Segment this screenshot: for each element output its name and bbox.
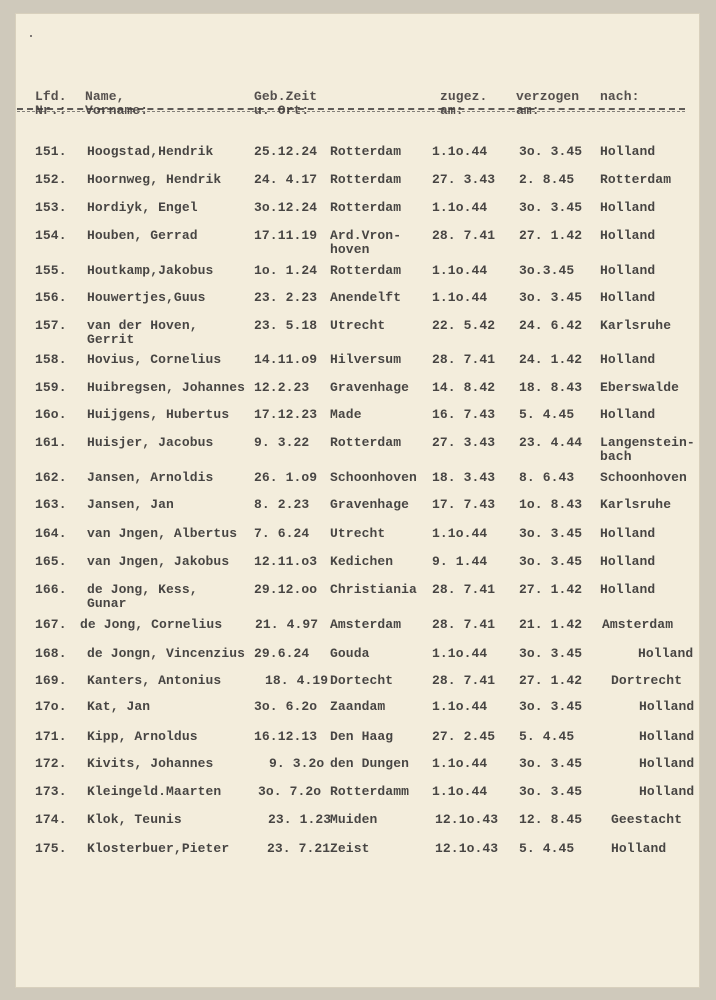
row-number: 155. bbox=[35, 263, 67, 278]
person-name: Houtkamp,Jakobus bbox=[87, 263, 214, 278]
row-number: 156. bbox=[35, 290, 67, 305]
destination: Holland bbox=[600, 290, 656, 305]
birth-date: 16.12.13 bbox=[254, 729, 318, 744]
destination: Eberswalde bbox=[600, 380, 680, 395]
row-number: 173. bbox=[35, 784, 67, 799]
row-number: 166. bbox=[35, 582, 67, 597]
birth-place: Rotterdam bbox=[330, 172, 402, 187]
departure-date: 3o. 3.45 bbox=[519, 646, 583, 661]
header-nach-label: nach: bbox=[600, 89, 640, 104]
person-name: Huibregsen, Johannes bbox=[87, 380, 246, 395]
person-name: Kleingeld.Maarten bbox=[87, 784, 222, 799]
header-divider-underline bbox=[17, 111, 685, 112]
departure-date: 3o. 3.45 bbox=[519, 784, 583, 799]
departure-date: 3o. 3.45 bbox=[519, 756, 583, 771]
birth-date: 21. 4.97 bbox=[255, 617, 319, 632]
header-geb-label: Geb.Zeit bbox=[254, 89, 318, 104]
arrival-date: 1.1o.44 bbox=[432, 756, 488, 771]
arrival-date: 1.1o.44 bbox=[432, 263, 488, 278]
birth-place: Schoonhoven bbox=[330, 470, 417, 485]
row-number: 175. bbox=[35, 841, 67, 856]
person-name: van der Hoven, bbox=[87, 318, 198, 333]
departure-date: 3o. 3.45 bbox=[519, 200, 583, 215]
birth-place: Hilversum bbox=[330, 352, 402, 367]
arrival-date: 17. 7.43 bbox=[432, 497, 496, 512]
departure-date: 3o. 3.45 bbox=[519, 144, 583, 159]
person-name: Hoornweg, Hendrik bbox=[87, 172, 222, 187]
person-name: de Jong, Kess, bbox=[87, 582, 198, 597]
destination: Holland bbox=[600, 228, 656, 243]
birth-place: Rotterdamm bbox=[330, 784, 410, 799]
row-number: 168. bbox=[35, 646, 67, 661]
destination: Rotterdam bbox=[600, 172, 672, 187]
person-name: Klosterbuer,Pieter bbox=[87, 841, 230, 856]
birth-date: 23. 1.23 bbox=[268, 812, 332, 827]
person-name: Kat, Jan bbox=[87, 699, 151, 714]
row-number: 159. bbox=[35, 380, 67, 395]
destination: Holland bbox=[639, 784, 695, 799]
arrival-date: 1.1o.44 bbox=[432, 144, 488, 159]
person-name: Kanters, Antonius bbox=[87, 673, 222, 688]
departure-date: 18. 8.43 bbox=[519, 380, 583, 395]
destination: Holland bbox=[600, 144, 656, 159]
departure-date: 5. 4.45 bbox=[519, 407, 575, 422]
birth-date: 8. 2.23 bbox=[254, 497, 310, 512]
destination: Holland bbox=[600, 526, 656, 541]
arrival-date: 28. 7.41 bbox=[432, 228, 496, 243]
birth-place: Rotterdam bbox=[330, 435, 402, 450]
destination: Holland bbox=[639, 756, 695, 771]
header-verzogen-label: verzogen bbox=[516, 89, 580, 104]
birth-place: Kedichen bbox=[330, 554, 394, 569]
arrival-date: 1.1o.44 bbox=[432, 784, 488, 799]
arrival-date: 1.1o.44 bbox=[432, 200, 488, 215]
departure-date: 24. 6.42 bbox=[519, 318, 583, 333]
birth-date: 3o. 6.2o bbox=[254, 699, 318, 714]
paper-speck bbox=[30, 35, 32, 37]
header-geb-label: u. Ort: bbox=[254, 103, 310, 118]
departure-date: 3o. 3.45 bbox=[519, 554, 583, 569]
row-number: 162. bbox=[35, 470, 67, 485]
person-name: Hovius, Cornelius bbox=[87, 352, 222, 367]
birth-date: 24. 4.17 bbox=[254, 172, 318, 187]
arrival-date: 1.1o.44 bbox=[432, 699, 488, 714]
birth-date: 3o. 7.2o bbox=[258, 784, 322, 799]
departure-date: 24. 1.42 bbox=[519, 352, 583, 367]
birth-date: 17.12.23 bbox=[254, 407, 318, 422]
departure-date: 1o. 8.43 bbox=[519, 497, 583, 512]
person-name-cont: Gerrit bbox=[87, 332, 135, 347]
person-name: de Jongn, Vincenzius bbox=[87, 646, 246, 661]
arrival-date: 27. 3.43 bbox=[432, 435, 496, 450]
row-number: 153. bbox=[35, 200, 67, 215]
row-number: 16o. bbox=[35, 407, 67, 422]
birth-date: 9. 3.22 bbox=[254, 435, 310, 450]
header-name-label: Vorname: bbox=[85, 103, 149, 118]
arrival-date: 14. 8.42 bbox=[432, 380, 496, 395]
destination: Holland bbox=[639, 699, 695, 714]
destination: Holland bbox=[638, 646, 694, 661]
arrival-date: 9. 1.44 bbox=[432, 554, 488, 569]
departure-date: 27. 1.42 bbox=[519, 228, 583, 243]
destination: Holland bbox=[600, 263, 656, 278]
birth-place: Dortecht bbox=[330, 673, 394, 688]
row-number: 165. bbox=[35, 554, 67, 569]
header-divider bbox=[17, 108, 685, 110]
destination: Schoonhoven bbox=[600, 470, 687, 485]
arrival-date: 1.1o.44 bbox=[432, 526, 488, 541]
person-name: van Jngen, Albertus bbox=[87, 526, 238, 541]
birth-date: 18. 4.19 bbox=[265, 673, 329, 688]
row-number: 154. bbox=[35, 228, 67, 243]
birth-date: 29.12.oo bbox=[254, 582, 318, 597]
arrival-date: 28. 7.41 bbox=[432, 673, 496, 688]
row-number: 157. bbox=[35, 318, 67, 333]
row-number: 171. bbox=[35, 729, 67, 744]
destination: Karlsruhe bbox=[600, 318, 672, 333]
arrival-date: 27. 3.43 bbox=[432, 172, 496, 187]
departure-date: 3o. 3.45 bbox=[519, 290, 583, 305]
birth-date: 9. 3.2o bbox=[269, 756, 325, 771]
departure-date: 3o.3.45 bbox=[519, 263, 575, 278]
birth-date: 3o.12.24 bbox=[254, 200, 318, 215]
birth-place: den Dungen bbox=[330, 756, 410, 771]
destination: Holland bbox=[600, 582, 656, 597]
birth-date: 17.11.19 bbox=[254, 228, 318, 243]
birth-place: Utrecht bbox=[330, 526, 386, 541]
departure-date: 21. 1.42 bbox=[519, 617, 583, 632]
birth-date: 12.11.o3 bbox=[254, 554, 318, 569]
departure-date: 3o. 3.45 bbox=[519, 699, 583, 714]
person-name: Hoogstad,Hendrik bbox=[87, 144, 214, 159]
birth-place-cont: hoven bbox=[330, 242, 370, 257]
birth-place: Gravenhage bbox=[330, 497, 410, 512]
destination: Amsterdam bbox=[602, 617, 674, 632]
birth-date: 23. 2.23 bbox=[254, 290, 318, 305]
header-verzogen-label: am: bbox=[516, 103, 540, 118]
birth-date: 23. 5.18 bbox=[254, 318, 318, 333]
departure-date: 12. 8.45 bbox=[519, 812, 583, 827]
birth-date: 7. 6.24 bbox=[254, 526, 310, 541]
birth-place: Made bbox=[330, 407, 362, 422]
destination: Dortrecht bbox=[611, 673, 683, 688]
arrival-date: 27. 2.45 bbox=[432, 729, 496, 744]
destination: Holland bbox=[600, 554, 656, 569]
departure-date: 5. 4.45 bbox=[519, 841, 575, 856]
person-name: Houwertjes,Guus bbox=[87, 290, 206, 305]
birth-date: 14.11.o9 bbox=[254, 352, 318, 367]
person-name: Jansen, Jan bbox=[87, 497, 174, 512]
person-name-cont: Gunar bbox=[87, 596, 127, 611]
destination: Holland bbox=[639, 729, 695, 744]
arrival-date: 12.1o.43 bbox=[435, 812, 499, 827]
birth-place: Gouda bbox=[330, 646, 370, 661]
destination: Holland bbox=[611, 841, 667, 856]
birth-place: Ard.Vron- bbox=[330, 228, 402, 243]
departure-date: 23. 4.44 bbox=[519, 435, 583, 450]
person-name: Kivits, Johannes bbox=[87, 756, 214, 771]
destination: Holland bbox=[600, 352, 656, 367]
departure-date: 27. 1.42 bbox=[519, 582, 583, 597]
destination: Holland bbox=[600, 407, 656, 422]
departure-date: 27. 1.42 bbox=[519, 673, 583, 688]
birth-place: Gravenhage bbox=[330, 380, 410, 395]
birth-date: 23. 7.21 bbox=[267, 841, 331, 856]
row-number: 163. bbox=[35, 497, 67, 512]
birth-date: 29.6.24 bbox=[254, 646, 310, 661]
row-number: 174. bbox=[35, 812, 67, 827]
birth-place: Rotterdam bbox=[330, 263, 402, 278]
header-name-label: Name, bbox=[85, 89, 125, 104]
birth-place: Utrecht bbox=[330, 318, 386, 333]
row-number: 158. bbox=[35, 352, 67, 367]
header-lfd-label: Lfd. bbox=[35, 89, 67, 104]
birth-place: Muiden bbox=[330, 812, 378, 827]
row-number: 172. bbox=[35, 756, 67, 771]
arrival-date: 28. 7.41 bbox=[432, 352, 496, 367]
header-zugez-label: am: bbox=[440, 103, 464, 118]
row-number: 17o. bbox=[35, 699, 67, 714]
person-name: Jansen, Arnoldis bbox=[87, 470, 214, 485]
person-name: Huijgens, Hubertus bbox=[87, 407, 230, 422]
person-name: Houben, Gerrad bbox=[87, 228, 198, 243]
destination: Holland bbox=[600, 200, 656, 215]
destination: Karlsruhe bbox=[600, 497, 672, 512]
header-lfd-label: Nr.: bbox=[35, 103, 67, 118]
person-name: de Jong, Cornelius bbox=[80, 617, 223, 632]
row-number: 169. bbox=[35, 673, 67, 688]
departure-date: 8. 6.43 bbox=[519, 470, 575, 485]
birth-date: 26. 1.o9 bbox=[254, 470, 318, 485]
arrival-date: 18. 3.43 bbox=[432, 470, 496, 485]
arrival-date: 28. 7.41 bbox=[432, 582, 496, 597]
person-name: Klok, Teunis bbox=[87, 812, 182, 827]
arrival-date: 1.1o.44 bbox=[432, 290, 488, 305]
header-zugez-label: zugez. bbox=[440, 89, 488, 104]
destination: Geestacht bbox=[611, 812, 683, 827]
birth-place: Amsterdam bbox=[330, 617, 402, 632]
birth-date: 25.12.24 bbox=[254, 144, 318, 159]
person-name: Hordiyk, Engel bbox=[87, 200, 198, 215]
arrival-date: 1.1o.44 bbox=[432, 646, 488, 661]
person-name: Huisjer, Jacobus bbox=[87, 435, 214, 450]
birth-place: Rotterdam bbox=[330, 200, 402, 215]
birth-place: Zaandam bbox=[330, 699, 386, 714]
row-number: 167. bbox=[35, 617, 67, 632]
birth-place: Zeist bbox=[330, 841, 370, 856]
arrival-date: 22. 5.42 bbox=[432, 318, 496, 333]
row-number: 152. bbox=[35, 172, 67, 187]
departure-date: 3o. 3.45 bbox=[519, 526, 583, 541]
departure-date: 2. 8.45 bbox=[519, 172, 575, 187]
arrival-date: 28. 7.41 bbox=[432, 617, 496, 632]
row-number: 164. bbox=[35, 526, 67, 541]
birth-date: 12.2.23 bbox=[254, 380, 310, 395]
birth-place: Christiania bbox=[330, 582, 417, 597]
birth-place: Den Haag bbox=[330, 729, 394, 744]
birth-place: Rotterdam bbox=[330, 144, 402, 159]
arrival-date: 12.1o.43 bbox=[435, 841, 499, 856]
row-number: 161. bbox=[35, 435, 67, 450]
birth-date: 1o. 1.24 bbox=[254, 263, 318, 278]
person-name: Kipp, Arnoldus bbox=[87, 729, 198, 744]
destination-cont: bach bbox=[600, 449, 632, 464]
departure-date: 5. 4.45 bbox=[519, 729, 575, 744]
destination: Langenstein- bbox=[600, 435, 695, 450]
row-number: 151. bbox=[35, 144, 67, 159]
arrival-date: 16. 7.43 bbox=[432, 407, 496, 422]
person-name: van Jngen, Jakobus bbox=[87, 554, 230, 569]
birth-place: Anendelft bbox=[330, 290, 402, 305]
